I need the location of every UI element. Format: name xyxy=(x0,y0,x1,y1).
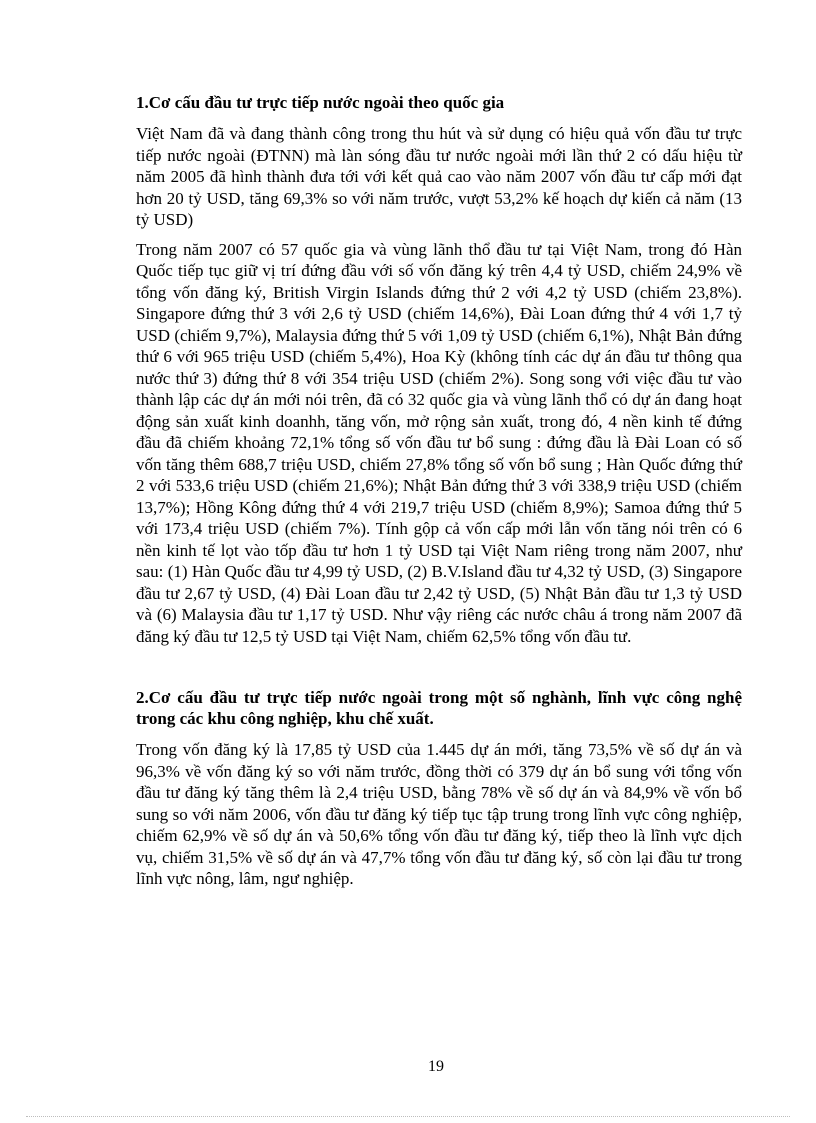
section-2-heading: 2.Cơ cấu đầu tư trực tiếp nước ngoài trong một số nghành, lĩnh vực công nghệ trong các khu công nghiệp, khu chế xuất. xyxy=(136,688,742,728)
section-1-paragraph-1: Việt Nam đã và đang thành công trong thu hút và sử dụng có hiệu quả vốn đầu tư trực tiếp nước ngoài (ĐTNN) mà làn sóng đầu tư nước ngoài mới lần thứ 2 có dấu hiệu từ năm 2005 đã hình thành đưa tới với kết quả cao vào năm 2007 vốn đầu tư cấp mới đạt hơn 20 tỷ USD, tăng 69,3% so với năm trước, vượt 53,2% kế hoạch dự kiến cả năm (13 tỷ USD) xyxy=(136,124,742,229)
footer-divider xyxy=(26,1116,790,1117)
page-content xyxy=(136,92,742,890)
section-2-paragraph-1: Trong vốn đăng ký là 17,85 tỷ USD của 1.445 dự án mới, tăng 73,5% về số dự án và 96,3% về vốn đăng ký so với năm trước, đồng thời có 379 dự án bổ sung với tổng vốn đầu tư đăng ký tăng thêm là 2,4 triệu USD, bằng 78% về số dự án và 84,9% về vốn bổ sung so với năm 2006, vốn đầu tư đăng ký tiếp tục tập trung trong lĩnh vực công nghiệp, chiếm 62,9% về số dự án và 50,6% tổng vốn đầu tư đăng ký, tiếp theo là lĩnh vực dịch vụ, chiếm 31,5% về số dự án và 47,7% tổng vốn đầu tư đăng ký, số còn lại đầu tư trong lĩnh vực nông, lâm, ngư nghiệp. xyxy=(136,740,742,888)
section-1-paragraph-2: Trong năm 2007 có 57 quốc gia và vùng lãnh thổ đầu tư tại Việt Nam, trong đó Hàn Quốc tiếp tục giữ vị trí đứng đầu với số vốn đăng ký trên 4,4 tỷ USD, chiếm 24,9% về tổng vốn đăng ký, British Virgin Islands đứng thứ 2 với 4,2 tỷ USD (chiếm 23,8%). Singapore đứng thứ 3 với 2,6 tỷ USD (chiếm 14,6%), Đài Loan đứng thứ 4 với 1,7 tỷ USD (chiếm 9,7%), Malaysia đứng thứ 5 với 1,09 tỷ USD (chiếm 6,1%), Nhật Bản đứng thứ 6 với 965 triệu USD (chiếm 5,4%), Hoa Kỳ (không tính các dự án đầu tư thông qua nước thứ 3) đứng thứ 8 với 354 triệu USD (chiếm 2%). Song song với việc đầu tư vào thành lập các dự án mới nói trên, đã có 32 quốc gia và vùng lãnh thổ có dự án đang hoạt động sản xuất kinh doanhh, tăng vốn, mở rộng sản xuất, trong đó, 4 nền kinh tế đứng đầu đã chiếm khoảng 72,1% tổng số vốn đầu tư bổ sung : đứng đầu là Đài Loan có số vốn tăng thêm 688,7 triệu USD, chiếm 27,8% tổng số vốn bổ sung ; Hàn Quốc đứng thứ 2 với 533,6 triệu USD (chiếm 21,6%); Nhật Bản đứng thứ 3 với 338,9 triệu USD (chiếm 13,7%); Hồng Kông đứng thứ 4 với 219,7 triệu USD (chiếm 8,9%); Samoa đứng thứ 5 với 173,4 triệu USD (chiếm 7%). Tính gộp cả vốn cấp mới lẫn vốn tăng nói trên có 6 nền kinh tế lọt vào tốp đầu tư hơn 1 tỷ USD tại Việt Nam riêng trong năm 2007, như sau: (1) Hàn Quốc đầu tư 4,99 tỷ USD, (2) B.V.Island đầu tư 4,32 tỷ USD, (3) Singapore đầu tư 2,67 tỷ USD, (4) Đài Loan đầu tư 2,42 tỷ USD, (5) Nhật Bản đầu tư 1,3 tỷ USD và (6) Malaysia đầu tư 1,17 tỷ USD. Như vậy riêng các nước châu á trong năm 2007 đã đăng ký đầu tư 12,5 tỷ USD tại Việt Nam, chiếm 62,5% tổng vốn đầu tư. xyxy=(136,239,742,646)
section-1-heading: 1.Cơ cấu đầu tư trực tiếp nước ngoài theo quốc gia xyxy=(136,93,505,112)
page-number: 19 xyxy=(428,1058,444,1075)
